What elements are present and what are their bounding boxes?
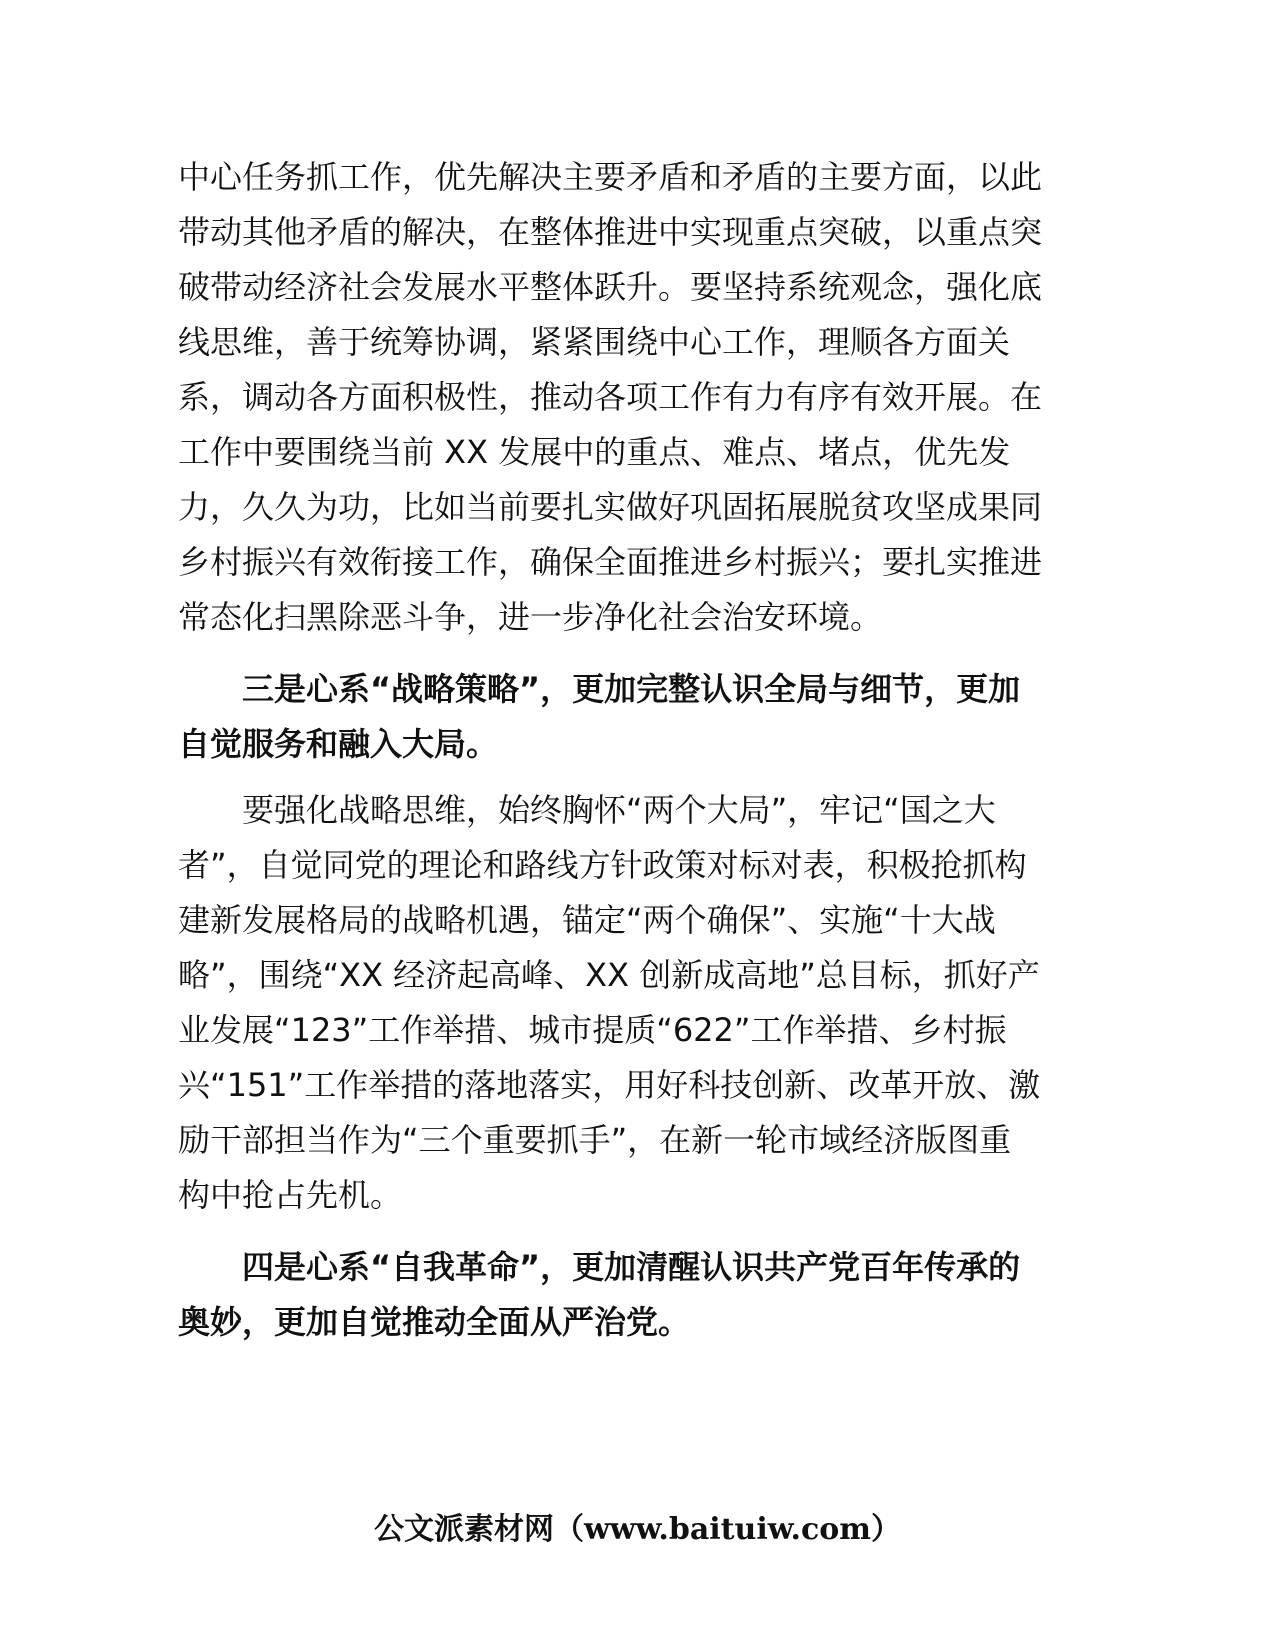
text-line: 常态化扫黑除恶斗争，进一步净化社会治安环境。 [178, 598, 883, 636]
section-heading: 奥妙，更加自觉推动全面从严治党。 [178, 1303, 691, 1341]
text-line: 力，久久为功，比如当前要扎实做好巩固拓展脱贫攻坚成果同 [178, 488, 1043, 526]
text-line: 系，调动各方面积极性，推动各项工作有力有序有效开展。在 [178, 378, 1043, 416]
text-line: 者”，自觉同党的理论和路线方针政策对标对表，积极抢抓构 [178, 846, 1027, 884]
text-line: 带动其他矛盾的解决，在整体推进中实现重点突破，以重点突 [178, 213, 1043, 251]
text-line: 破带动经济社会发展水平整体跃升。要坚持系统观念，强化底 [178, 268, 1043, 306]
text-line: 略”，围绕“XX 经济起高峰、XX 创新成高地”总目标，抓好产 [178, 956, 1040, 994]
text-line: 中心任务抓工作，优先解决主要矛盾和矛盾的主要方面，以此 [178, 158, 1043, 196]
section-heading: 自觉服务和融入大局。 [178, 725, 499, 763]
section-heading: 三是心系“战略策略”，更加完整认识全局与细节，更加 [242, 670, 1021, 708]
text-line: 要强化战略思维，始终胸怀“两个大局”，牢记“国之大 [242, 791, 996, 829]
text-line: 励干部担当作为“三个重要抓手”，在新一轮市域经济版图重 [178, 1121, 1012, 1159]
text-line: 工作中要围绕当前 XX 发展中的重点、难点、堵点，优先发 [178, 433, 1011, 471]
text-line: 建新发展格局的战略机遇，锚定“两个确保”、实施“十大战 [178, 901, 996, 939]
text-line: 兴“151”工作举措的落地落实，用好科技创新、改革开放、激 [178, 1066, 1041, 1104]
text-line: 业发展“123”工作举措、城市提质“622”工作举措、乡村振 [178, 1011, 1007, 1049]
section-heading: 四是心系“自我革命”，更加清醒认识共产党百年传承的 [242, 1248, 1021, 1286]
text-line: 构中抢占先机。 [178, 1176, 403, 1214]
text-line: 线思维，善于统筹协调，紧紧围绕中心工作，理顺各方面关 [178, 323, 1011, 361]
text-line: 乡村振兴有效衔接工作，确保全面推进乡村振兴；要扎实推进 [178, 543, 1043, 581]
footer-source: 公文派素材网（www.baituiw.com） [373, 1512, 902, 1547]
